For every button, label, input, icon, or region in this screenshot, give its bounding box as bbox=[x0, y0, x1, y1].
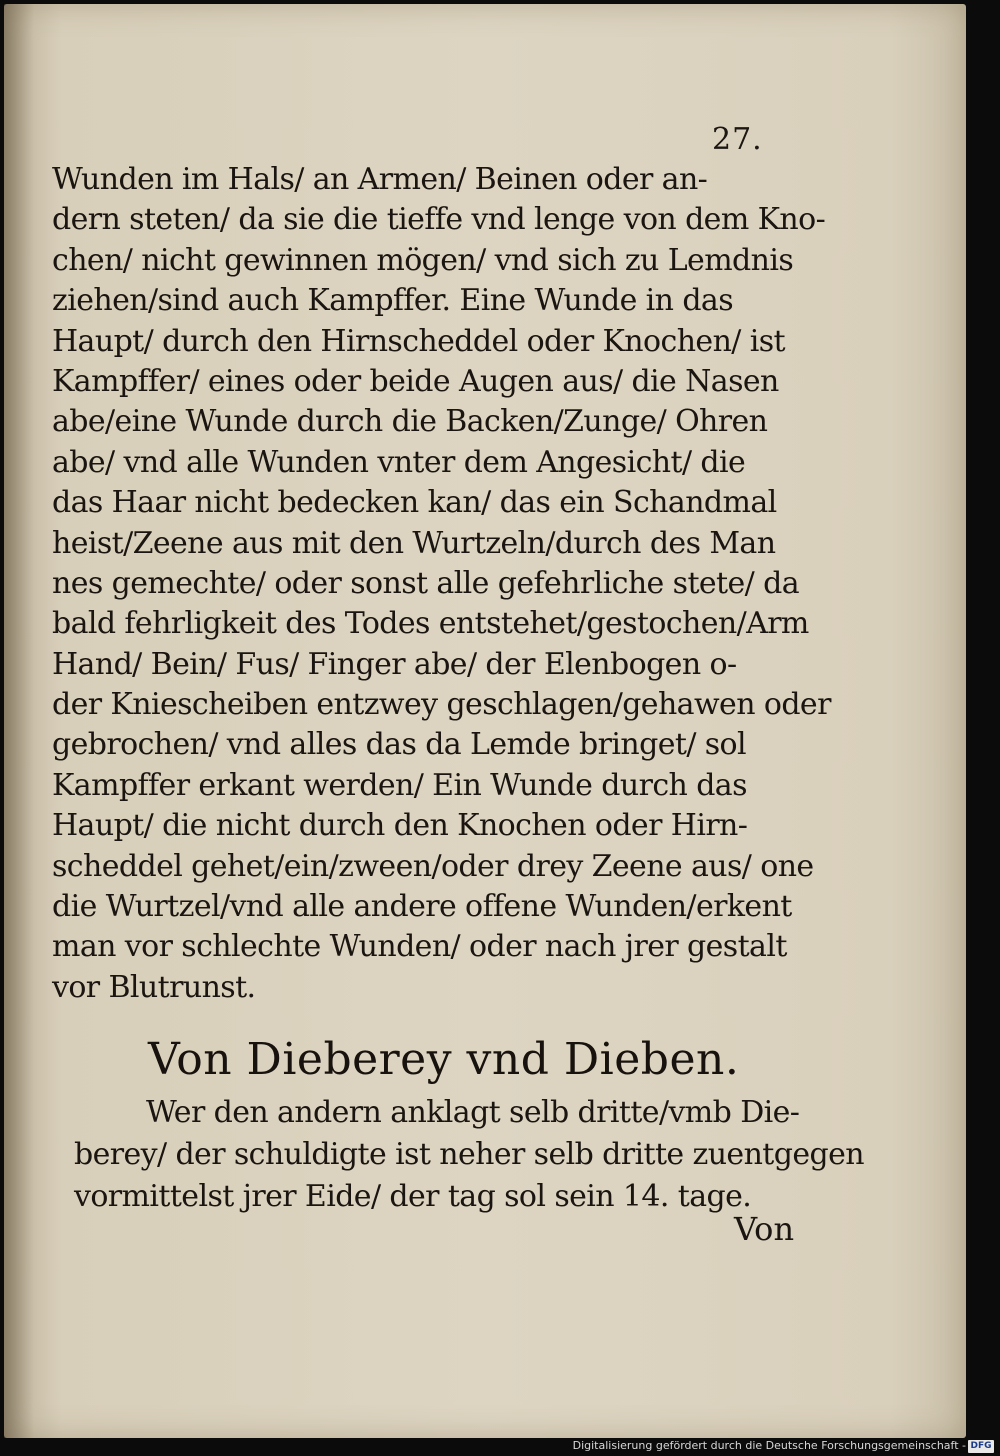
text-line: der Kniescheiben entzwey geschlagen/gehawen oder bbox=[52, 687, 831, 723]
text-line: nes gemechte/ oder sonst alle gefehrliche stete/ da bbox=[52, 565, 799, 601]
text-line: man vor schlechte Wunden/ oder nach jrer gestalt bbox=[52, 929, 787, 965]
text-line: dern steten/ da sie die tieffe vnd lenge von dem Kno- bbox=[52, 202, 826, 238]
text-line: berey/ der schuldigte ist neher selb dritte zuentgegen bbox=[74, 1137, 864, 1172]
text-line: heist/Zeene aus mit den Wurtzeln/durch des Man bbox=[52, 525, 776, 561]
text-line: Hand/ Bein/ Fus/ Finger abe/ der Elenbogen o- bbox=[52, 646, 737, 682]
dfg-logo-icon: DFG bbox=[968, 1440, 994, 1453]
text-line: vor Blutrunst. bbox=[52, 969, 256, 1005]
section-heading: Von Dieberey vnd Dieben. bbox=[148, 1034, 740, 1085]
text-line: abe/eine Wunde durch die Backen/Zunge/ Ohren bbox=[52, 404, 768, 440]
text-line: Kampffer/ eines oder beide Augen aus/ die Nasen bbox=[52, 363, 779, 399]
text-line: das Haar nicht bedecken kan/ das ein Schandmal bbox=[52, 485, 777, 521]
text-line: vormittelst jrer Eide/ der tag sol sein 14. tage. bbox=[74, 1179, 752, 1214]
text-line: gebrochen/ vnd alles das da Lemde bringet/ sol bbox=[52, 727, 747, 763]
text-line: Haupt/ durch den Hirnscheddel oder Knochen/ ist bbox=[52, 323, 785, 359]
text-line: Haupt/ die nicht durch den Knochen oder Hirn- bbox=[52, 808, 748, 844]
page-gutter-shadow bbox=[4, 4, 34, 1438]
body-text bbox=[52, 160, 831, 1008]
text-line: abe/ vnd alle Wunden vnter dem Angesicht/ die bbox=[52, 444, 746, 480]
page-number: 27. bbox=[712, 122, 763, 157]
section-text bbox=[74, 1092, 864, 1218]
text-line: Wer den andern anklagt selb dritte/vmb Die- bbox=[146, 1095, 800, 1130]
text-line: Kampffer erkant werden/ Ein Wunde durch das bbox=[52, 767, 747, 803]
text-line: ziehen/sind auch Kampffer. Eine Wunde in das bbox=[52, 283, 734, 319]
text-line: bald fehrligkeit des Todes entstehet/gestochen/Arm bbox=[52, 606, 809, 642]
text-line: Wunden im Hals/ an Armen/ Beinen oder an- bbox=[52, 162, 708, 197]
digitization-credit: Digitalisierung gefördert durch die Deutsche Forschungsgemeinschaft - bbox=[572, 1439, 966, 1452]
catchword: Von bbox=[734, 1210, 795, 1248]
text-line: scheddel gehet/ein/zween/oder drey Zeene aus/ one bbox=[52, 848, 814, 884]
text-line: die Wurtzel/vnd alle andere offene Wunden/erkent bbox=[52, 889, 792, 925]
text-line: chen/ nicht gewinnen mögen/ vnd sich zu Lemdnis bbox=[52, 242, 794, 278]
